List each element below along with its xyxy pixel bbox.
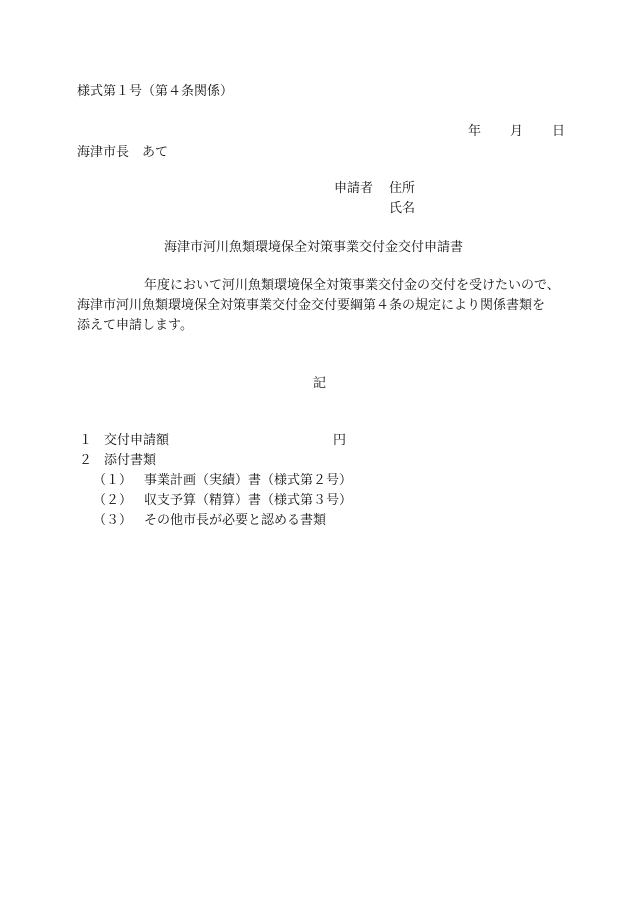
applicant-name-label: 氏名 (389, 201, 416, 216)
body-line-3: 添えて申請します。 (77, 318, 193, 333)
item-1-unit: 円 (333, 433, 347, 448)
item-2-number: ２ (79, 453, 93, 468)
item-2-label: 添付書類 (104, 453, 157, 468)
attachment-1-number: （１） (93, 473, 133, 488)
attachment-1-label: 事業計画（実績）書（様式第２号） (144, 473, 353, 488)
applicant-label: 申請者 (334, 181, 374, 196)
ki-heading: 記 (313, 376, 327, 391)
item-1-label: 交付申請額 (104, 433, 170, 448)
body-line-1: 年度において河川魚類環境保全対策事業交付金の交付を受けたいので、 (144, 278, 560, 293)
date-month: 月 (510, 124, 524, 139)
body-line-2: 海津市河川魚類環境保全対策事業交付金交付要綱第４条の規定により関係書類を (77, 298, 546, 313)
applicant-address-label: 住所 (389, 181, 416, 196)
attachment-3-label: その他市長が必要と認める書類 (144, 513, 327, 528)
addressee: 海津市長 あて (77, 145, 169, 160)
document-title: 海津市河川魚類環境保全対策事業交付金交付申請書 (164, 240, 464, 255)
form-number: 様式第１号（第４条関係） (77, 84, 234, 99)
attachment-3-number: （３） (93, 513, 133, 528)
date-day: 日 (552, 124, 566, 139)
date-year: 年 (468, 124, 482, 139)
attachment-2-number: （２） (93, 493, 133, 508)
item-1-number: １ (79, 433, 93, 448)
attachment-2-label: 収支予算（精算）書（様式第３号） (144, 493, 353, 508)
